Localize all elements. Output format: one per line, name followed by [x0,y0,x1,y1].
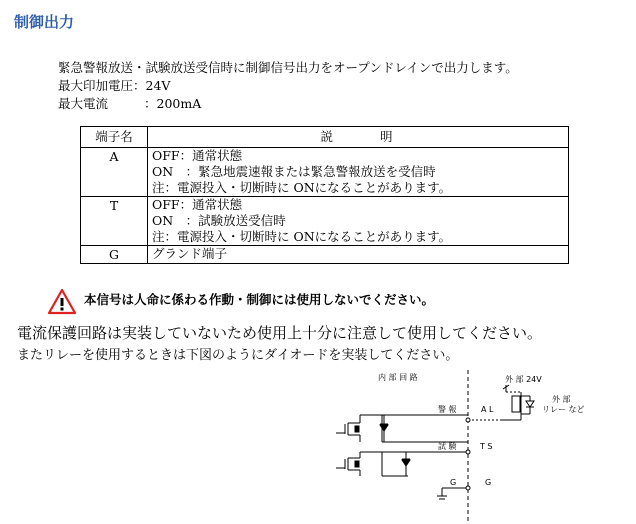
intro-text: 緊急警報放送・試験放送受信時に制御信号出力をオープンドレインで出力します。 [58,60,518,75]
label-external-24v: 外 部 24V [505,375,542,384]
label-alarm: 警 報 [438,405,457,414]
table-header-row [81,127,569,148]
desc-g [148,246,569,264]
spec-max-voltage-value: 24V [145,78,171,93]
spec-max-current [58,94,201,112]
relay-circuit-diagram [320,368,620,524]
label-g: G [485,478,492,487]
label-relay: リレー など [542,405,585,414]
terminal-g: G [81,246,148,264]
relay-note: またリレーを使用するときは下図のようにダイオードを実装してください。 [17,348,459,363]
desc-t [148,197,569,246]
header-description-2: 明 [380,129,396,144]
spec-max-voltage-label: 最大印加電圧： [58,78,146,93]
label-ts: T S [480,442,493,451]
protection-note: 電流保護回路は実装していないため使用上十分に注意して使用してください。 [17,324,543,342]
warning-text: 本信号は人命に係わる作動・制御には使用しないでください。 [84,292,435,307]
desc-t-line2: ON ：試験放送受信時 [152,213,286,228]
spec-max-voltage [58,76,170,94]
desc-g-line1: グランド端子 [152,246,228,261]
header-description-1: 説 [320,129,336,144]
header-description [148,127,569,148]
table-row-g [81,246,569,264]
desc-a [148,148,569,197]
label-al: A L [481,405,494,414]
page-title: 制御出力 [14,13,75,31]
header-terminal: 端子名 [81,127,148,148]
desc-a-line1: OFF：通常状態 [152,148,243,163]
label-internal-circuit: 内 部 回 路 [378,373,418,382]
label-external: 外 部 [552,395,571,404]
spec-max-current-value: ：200mA [144,96,202,111]
terminal-t: T [81,197,148,246]
label-test: 試 験 [438,442,457,451]
desc-t-line3: 注：電源投入・切断時に ONになることがあります。 [152,229,452,244]
label-gnd: G [450,478,457,487]
terminal-a: A [81,148,148,197]
table-row-t [81,197,569,246]
table-row-a [81,148,569,197]
desc-a-line2: ON ：緊急地震速報または緊急警報放送を受信時 [152,164,436,179]
desc-t-line1: OFF：通常状態 [152,197,243,212]
spec-max-current-label: 最大電流 [58,96,109,111]
warning-icon [48,289,76,315]
terminal-table [80,126,569,264]
desc-a-line3: 注：電源投入・切断時に ONになることがあります。 [152,180,452,195]
